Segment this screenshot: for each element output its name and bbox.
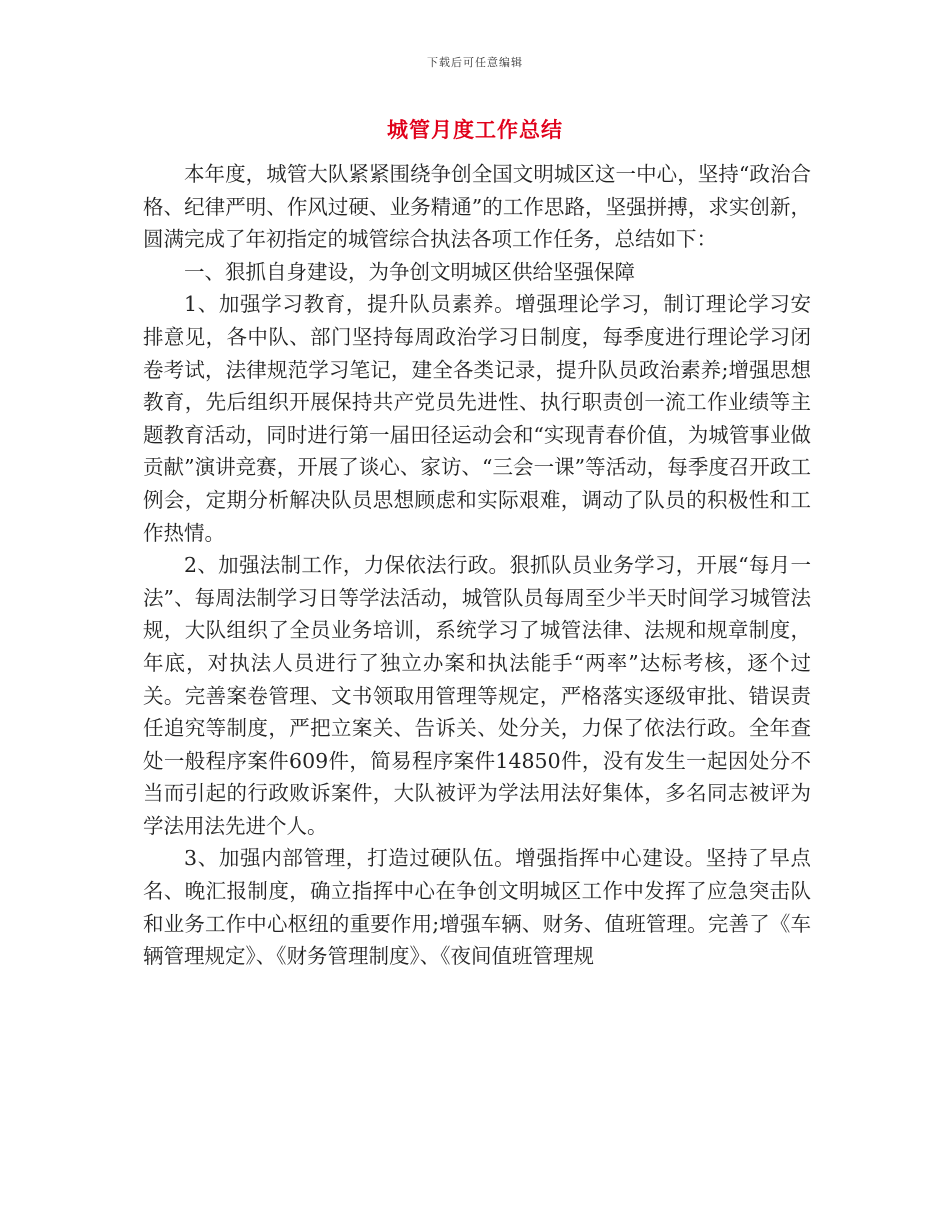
page-header: 下载后可任意编辑 <box>427 56 523 69</box>
paragraph-item-3: 3、加强内部管理，打造过硬队伍。增强指挥中心建设。坚持了早点名、晚汇报制度，确立指挥中心在争创文明城区工作中发挥了应急突击队和业务工作中心枢纽的重要作用;增强车辆、财务、值班管理。完善了《车辆管理规定》、《财务管理制度》、《夜间值班管理规 <box>143 846 811 969</box>
section-heading-1: 一、狠抓自身建设，为争创文明城区供给坚强保障 <box>184 259 635 284</box>
paragraph-item-1: 1、加强学习教育，提升队员素养。增强理论学习，制订理论学习安排意见，各中队、部门坚持每周政治学习日制度，每季度进行理论学习闭卷考试，法律规范学习笔记，建全各类记录，提升队员政治素养;增强思想教育，先后组织开展保持共产党员先进性、执行职责创一流工作业绩等主题教育活动，同时进行第一届田径运动会和“实现青春价值，为城管事业做贡献”演讲竞赛，开展了谈心、家访、“三会一课”等活动，每季度召开政工例会，定期分析解决队员思想顾虑和实际艰难，调动了队员的积极性和工作热情。 <box>143 292 811 545</box>
document-title: 城管月度工作总结 <box>387 117 563 142</box>
document-body <box>143 158 811 973</box>
paragraph-intro: 本年度，城管大队紧紧围绕争创全国文明城区这一中心，坚持“政治合格、纪律严明、作风过硬、业务精通”的工作思路，坚强拼搏，求实创新，圆满完成了年初指定的城管综合执法各项工作任务，总结如下： <box>143 162 811 252</box>
paragraph-item-2: 2、加强法制工作，力保依法行政。狠抓队员业务学习，开展“每月一法”、每周法制学习日等学法活动，城管队员每周至少半天时间学习城管法规，大队组织了全员业务培训，系统学习了城管法律、法规和规章制度，年底，对执法人员进行了独立办案和执法能手“两率”达标考核，逐个过关。完善案卷管理、文书领取用管理等规定，严格落实逐级审批、错误责任追究等制度，严把立案关、告诉关、处分关，力保了依法行政。全年查处一般程序案件609件，简易程序案件14850件，没有发生一起因处分不当而引起的行政败诉案件，大队被评为学法用法好集体，多名同志被评为学法用法先进个人。 <box>143 553 811 838</box>
